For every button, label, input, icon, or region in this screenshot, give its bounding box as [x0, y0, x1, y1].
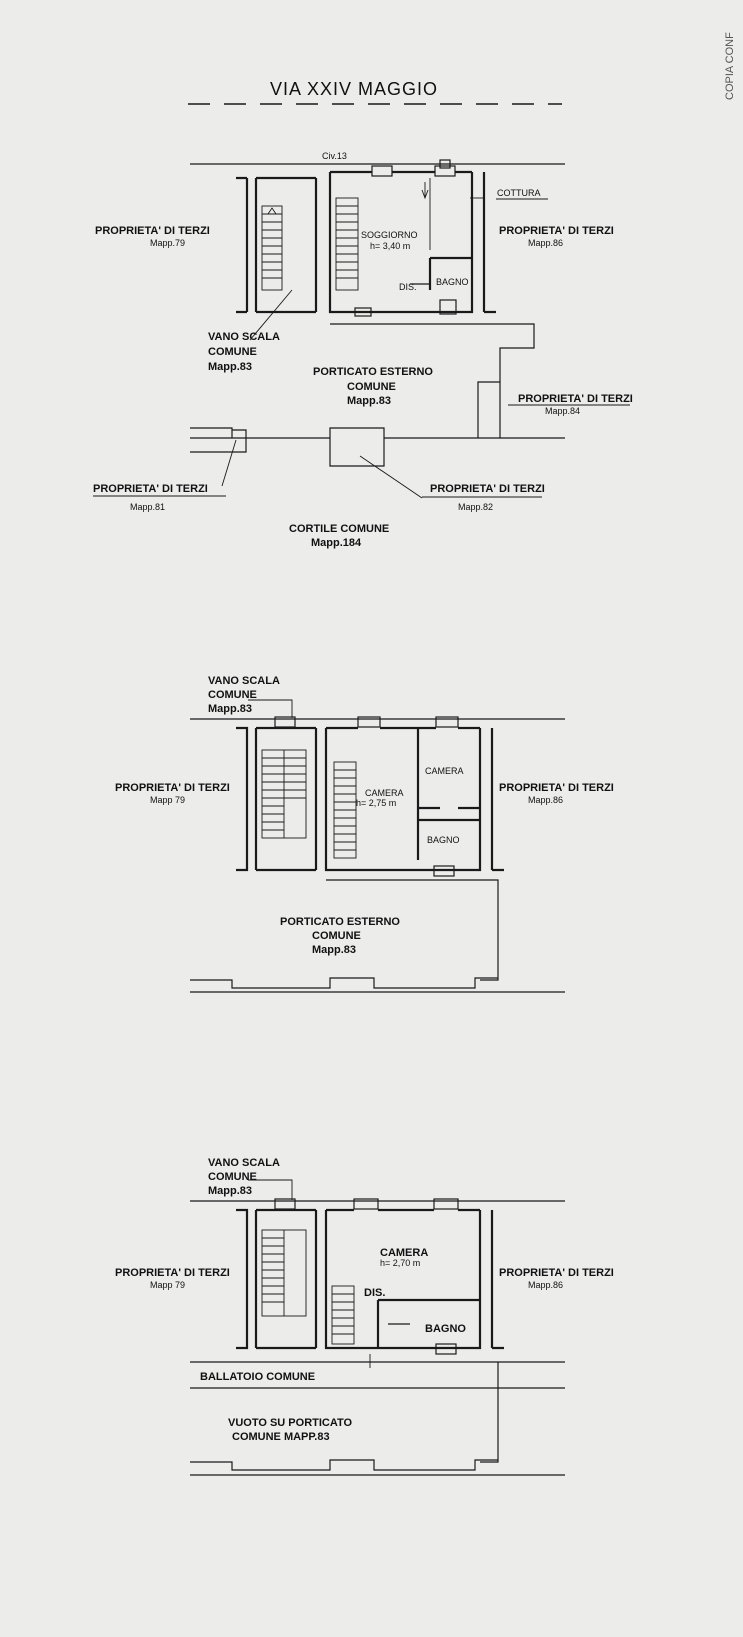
gf-mapp-left: Mapp.79	[150, 238, 186, 248]
ff-porticato-3: Mapp.83	[312, 944, 357, 956]
sf-terzi-right: PROPRIETA' DI TERZI	[499, 1267, 614, 1279]
sf-terzi-left: PROPRIETA' DI TERZI	[115, 1267, 230, 1279]
ff-terzi-right: PROPRIETA' DI TERZI	[499, 782, 614, 794]
street-name: VIA XXIV MAGGIO	[270, 79, 439, 99]
gf-terzi-82: PROPRIETA' DI TERZI	[430, 483, 545, 495]
gf-mapp-81: Mapp.81	[130, 502, 166, 512]
gf-soggiorno: SOGGIORNO	[361, 230, 418, 240]
gf-cortile-2: Mapp.184	[311, 537, 362, 549]
gf-terzi-right: PROPRIETA' DI TERZI	[499, 225, 614, 237]
side-stamp: COPIA CONF	[724, 32, 736, 100]
gf-mapp-right: Mapp.86	[528, 238, 564, 248]
sf-vuoto-2: COMUNE MAPP.83	[232, 1431, 330, 1443]
gf-soggiorno-height: h= 3,40 m	[370, 241, 411, 251]
gf-porticato-2: COMUNE	[347, 381, 396, 393]
second-floor-plan	[115, 1157, 614, 1475]
sf-mapp-right: Mapp.86	[528, 1280, 564, 1290]
ff-porticato-2: COMUNE	[312, 930, 361, 942]
gf-terzi-left: PROPRIETA' DI TERZI	[95, 225, 210, 237]
sf-camera-height: h= 2,70 m	[380, 1258, 421, 1268]
sf-camera: CAMERA	[380, 1247, 429, 1259]
gf-terzi-81: PROPRIETA' DI TERZI	[93, 483, 208, 495]
gf-terzi-84: PROPRIETA' DI TERZI	[518, 393, 633, 405]
gf-porticato-1: PORTICATO ESTERNO	[313, 366, 433, 378]
ff-camera-height: h= 2,75 m	[356, 798, 397, 808]
gf-bagno: BAGNO	[436, 277, 469, 287]
sf-vuoto-1: VUOTO SU PORTICATO	[228, 1417, 353, 1429]
ff-bagno: BAGNO	[427, 835, 460, 845]
ff-porticato-1: PORTICATO ESTERNO	[280, 916, 400, 928]
civ-number: Civ.13	[322, 151, 347, 161]
gf-cottura: COTTURA	[497, 188, 541, 198]
ff-camera: CAMERA	[365, 788, 404, 798]
gf-vano-3: Mapp.83	[208, 361, 253, 373]
ff-terzi-left: PROPRIETA' DI TERZI	[115, 782, 230, 794]
sf-vano-3: Mapp.83	[208, 1185, 253, 1197]
ff-mapp-left: Mapp 79	[150, 795, 186, 805]
ff-vano-2: COMUNE	[208, 689, 257, 701]
first-floor-plan	[115, 675, 614, 992]
gf-mapp-84: Mapp.84	[545, 406, 581, 416]
gf-vano-1: VANO SCALA	[208, 331, 280, 343]
sf-vano-1: VANO SCALA	[208, 1157, 280, 1169]
sf-vano-2: COMUNE	[208, 1171, 257, 1183]
gf-vano-2: COMUNE	[208, 346, 257, 358]
sf-ballatoio: BALLATOIO COMUNE	[200, 1371, 316, 1383]
ground-floor-plan	[93, 79, 633, 549]
ff-vano-3: Mapp.83	[208, 703, 253, 715]
ff-camera-2: CAMERA	[425, 766, 464, 776]
ff-mapp-right: Mapp.86	[528, 795, 564, 805]
gf-cortile-1: CORTILE COMUNE	[289, 523, 390, 535]
sf-dis: DIS.	[364, 1287, 386, 1299]
sf-bagno: BAGNO	[425, 1323, 466, 1335]
gf-mapp-82: Mapp.82	[458, 502, 494, 512]
gf-porticato-3: Mapp.83	[347, 395, 392, 407]
ff-vano-1: VANO SCALA	[208, 675, 280, 687]
sf-mapp-left: Mapp 79	[150, 1280, 186, 1290]
gf-dis: DIS.	[399, 282, 417, 292]
